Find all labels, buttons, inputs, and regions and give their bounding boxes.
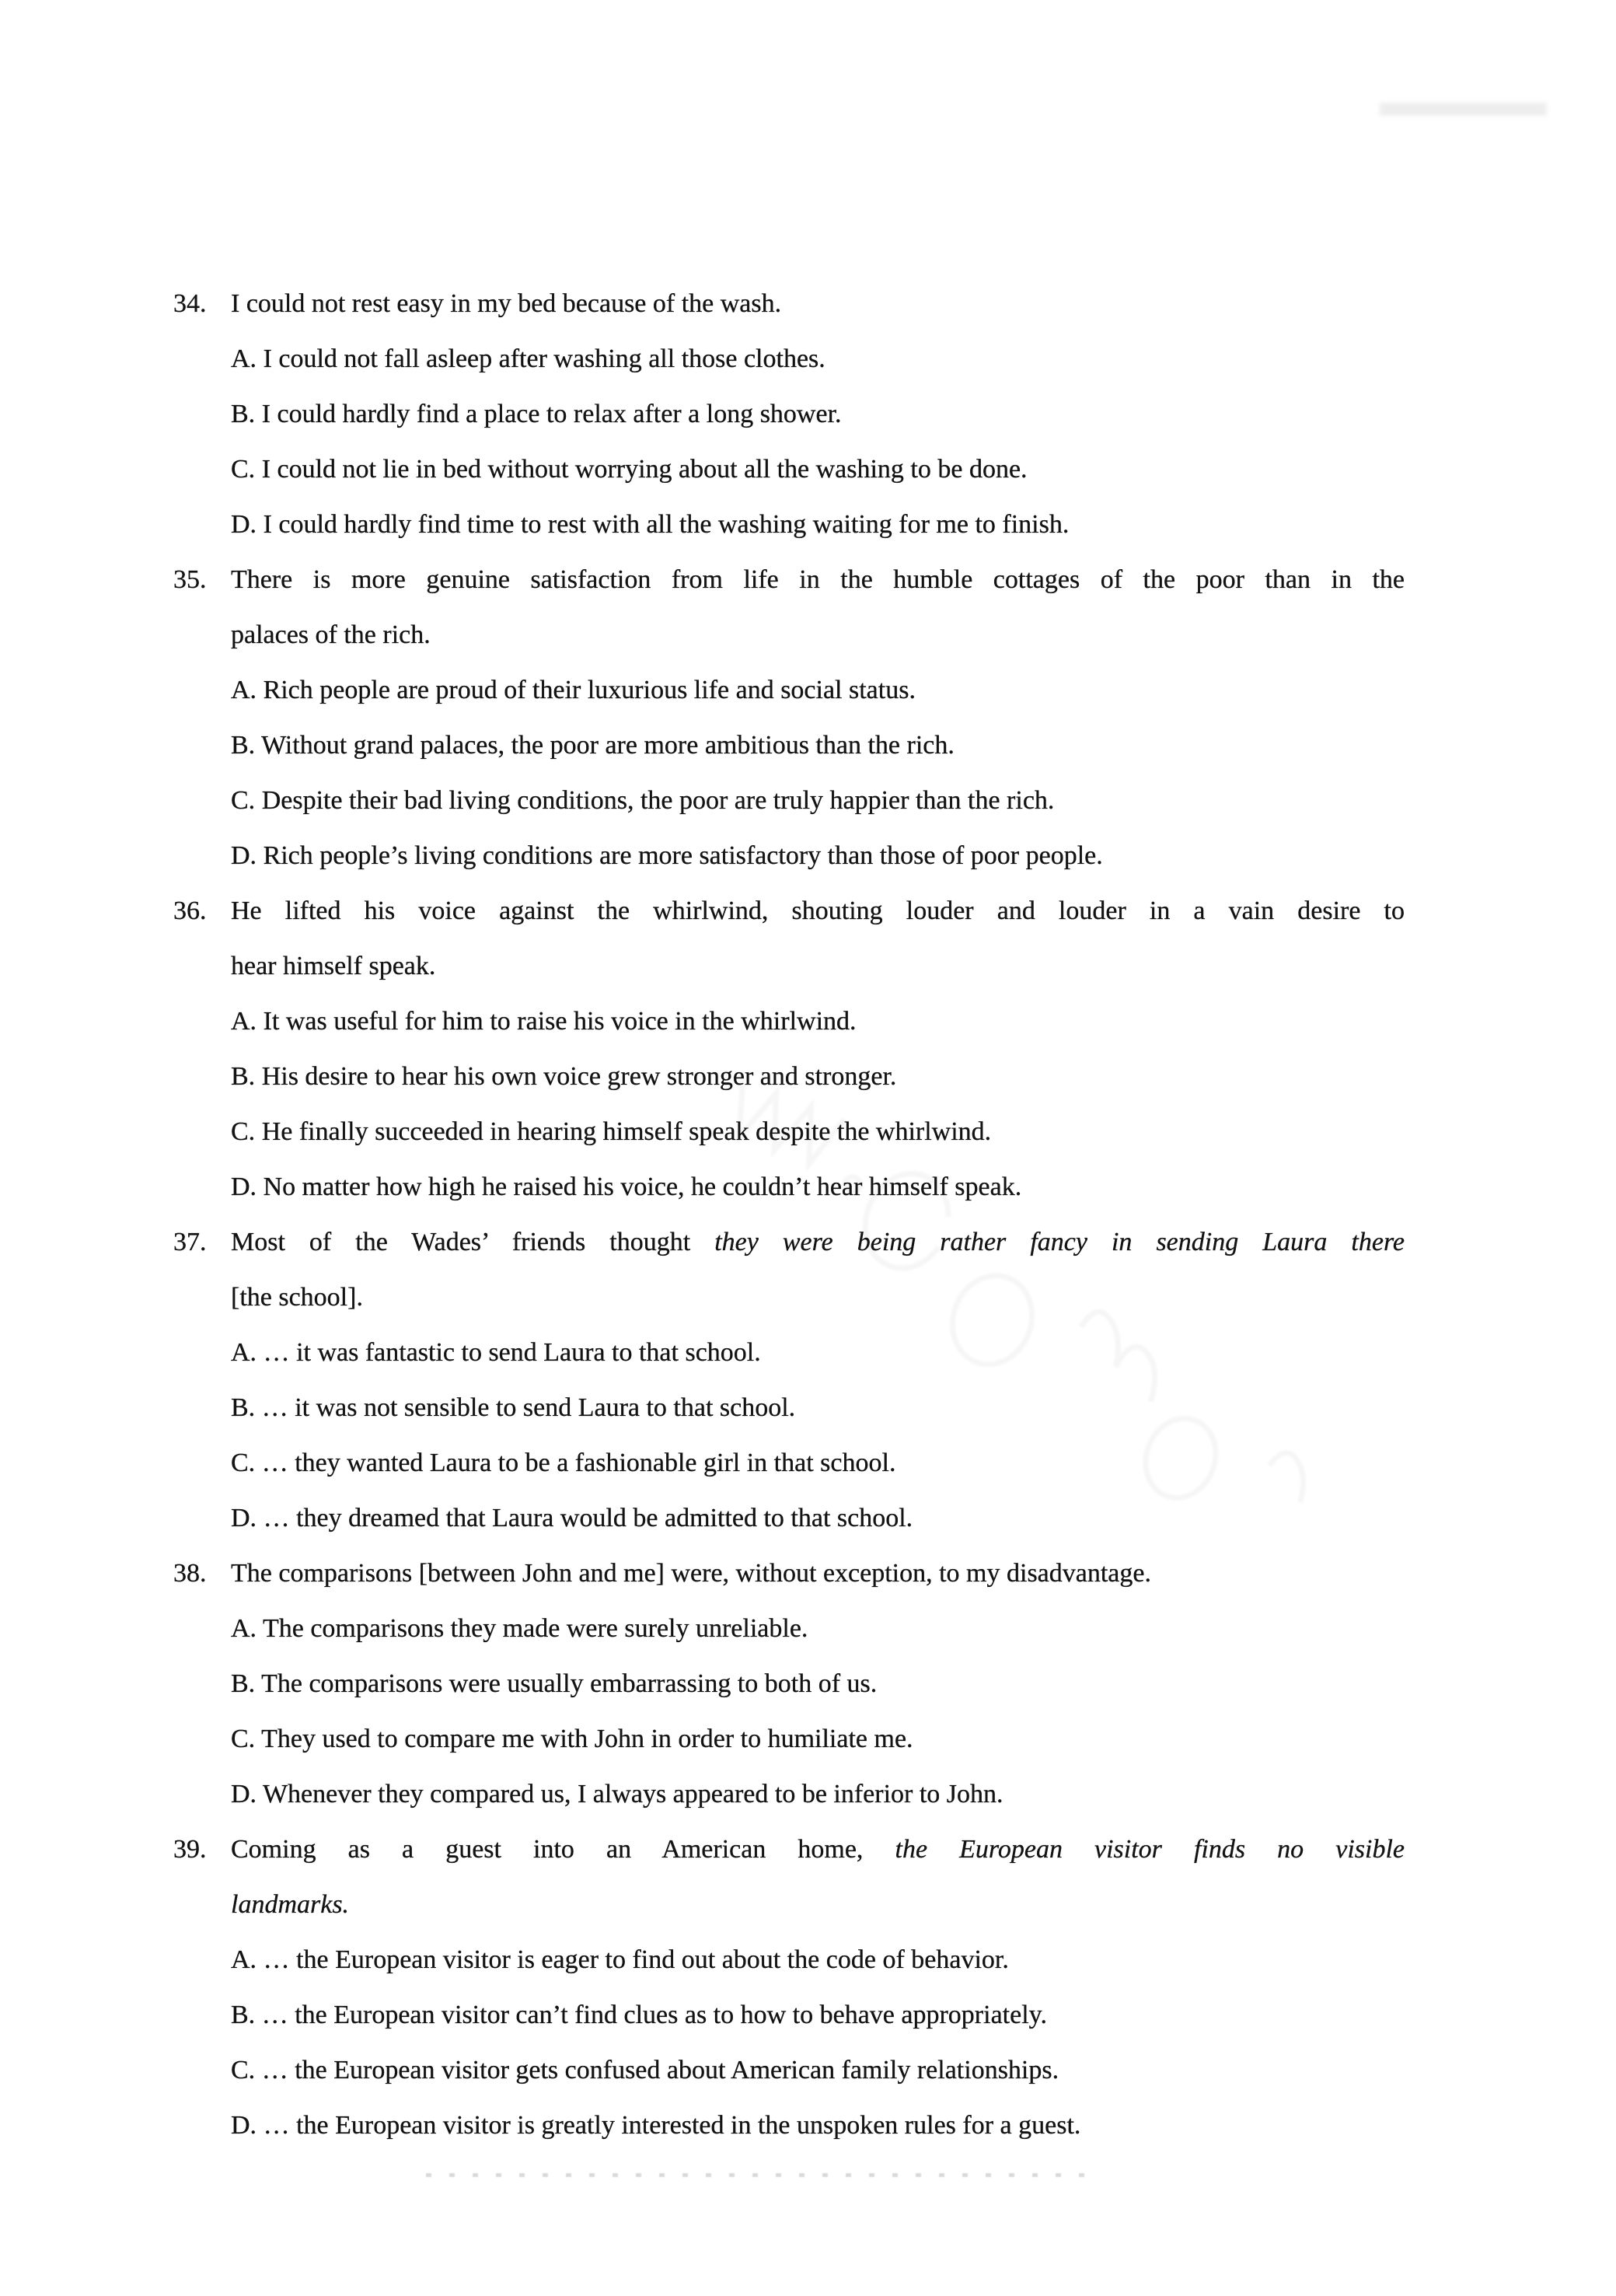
option-row-d [173,1490,1405,1546]
stem-text-italic: landmarks. [231,1890,350,1919]
option-row-c [173,773,1405,828]
question-34 [173,276,1405,552]
question-37 [173,1214,1405,1546]
option-row-a [173,1325,1405,1380]
option-label: C. [231,2056,256,2085]
option-text: Rich people’s living conditions are more satisfactory than those of poor people. [263,841,1103,870]
stem-text: The comparisons [between John and me] were, without exception, to my disadvantage. [231,1559,1151,1588]
question-36 [173,883,1405,1214]
option-label: D. [231,1780,257,1808]
option-label: A. [231,344,257,373]
question-number: 34. [173,289,207,318]
option-label: B. [231,2001,256,2029]
stem-text-italic: the European visitor finds no visible [895,1835,1405,1864]
option-label: A. [231,1614,257,1643]
stem-line-continued [173,938,1405,994]
option-label: C. [231,1449,256,1477]
option-text: It was useful for him to raise his voice in the whirlwind. [263,1007,857,1036]
option-label: D. [231,1172,257,1201]
option-label: C. [231,786,256,815]
option-text: … they wanted Laura to be a fashionable girl in that school. [261,1449,896,1477]
option-text: No matter how high he raised his voice, he couldn’t hear himself speak. [263,1172,1022,1201]
option-row-b [173,1656,1405,1711]
stem-line-continued [173,1270,1405,1325]
option-label: C. [231,1725,256,1753]
stem-line [173,1822,1405,1877]
option-text: … it was not sensible to send Laura to that school. [261,1393,796,1422]
option-label: D. [231,510,257,539]
option-text: Without grand palaces, the poor are more ambitious than the rich. [261,731,955,760]
option-text: He finally succeeded in hearing himself speak despite the whirlwind. [261,1117,992,1146]
option-label: A. [231,676,257,704]
stem-text: [the school]. [231,1283,363,1312]
option-text: … the European visitor is eager to find out about the code of behavior. [263,1945,1009,1974]
option-label: B. [231,1669,256,1698]
option-row-c [173,2043,1405,2098]
question-39 [173,1822,1405,2153]
option-label: B. [231,1393,256,1422]
stem-text-italic: they were being rather fancy in sending Laura there [714,1228,1405,1256]
option-row-a [173,331,1405,386]
question-number: 38. [173,1559,207,1588]
question-35 [173,552,1405,883]
option-text: Rich people are proud of their luxurious life and social status. [263,676,916,704]
question-38 [173,1546,1405,1822]
option-row-a [173,662,1405,718]
stem-text: He lifted his voice against the whirlwind, shouting louder and louder in a vain desire to [231,896,1405,925]
option-text: … it was fantastic to send Laura to that school. [263,1338,761,1367]
option-label: D. [231,2111,257,2140]
option-label: A. [231,1945,257,1974]
option-row-c [173,442,1405,497]
option-label: D. [231,1504,257,1532]
stem-text: hear himself speak. [231,952,436,980]
question-number: 35. [173,565,207,594]
stem-text: Most of the Wades’ friends thought [231,1228,691,1256]
option-text: I could not lie in bed without worrying about all the washing to be done. [261,455,1028,484]
stem-line [173,1546,1405,1601]
option-label: A. [231,1007,257,1036]
option-row-c [173,1104,1405,1159]
scan-smudge-top-right [1380,103,1547,116]
question-number: 36. [173,896,207,925]
stem-line [173,1214,1405,1270]
stem-text: There is more genuine satisfaction from life in the humble cottages of the poor than in the [231,565,1405,594]
option-row-b [173,386,1405,442]
option-text: I could hardly find a place to relax after a long shower. [261,400,842,428]
option-text: … the European visitor is greatly interested in the unspoken rules for a guest. [263,2111,1081,2140]
question-list [173,276,1405,2153]
stem-line [173,552,1405,607]
option-text: … the European visitor can’t find clues as to how to behave appropriately. [261,2001,1047,2029]
stem-text: I could not rest easy in my bed because of the wash. [231,289,782,318]
option-row-d [173,828,1405,883]
option-text: Despite their bad living conditions, the poor are truly happier than the rich. [261,786,1055,815]
option-row-d [173,1159,1405,1214]
option-label: A. [231,1338,257,1367]
option-text: The comparisons were usually embarrassing to both of us. [261,1669,878,1698]
option-text: … the European visitor gets confused about American family relationships. [261,2056,1059,2085]
stem-text: palaces of the rich. [231,620,431,649]
scan-smudge-bottom [426,2173,1094,2177]
stem-line [173,883,1405,938]
option-text: … they dreamed that Laura would be admitted to that school. [263,1504,913,1532]
option-text: His desire to hear his own voice grew stronger and stronger. [261,1062,897,1091]
option-row-b [173,718,1405,773]
stem-line-continued [173,607,1405,662]
option-text: I could hardly find time to rest with all the washing waiting for me to finish. [263,510,1070,539]
option-text: Whenever they compared us, I always appeared to be inferior to John. [262,1780,1003,1808]
option-label: D. [231,841,257,870]
question-number: 37. [173,1228,207,1256]
option-row-c [173,1435,1405,1490]
option-label: B. [231,1062,256,1091]
option-row-c [173,1711,1405,1767]
stem-line [173,276,1405,331]
stem-line-continued [173,1877,1405,1932]
option-row-b [173,1987,1405,2043]
stem-text: Coming as a guest into an American home, [231,1835,864,1864]
option-text: I could not fall asleep after washing all those clothes. [263,344,825,373]
option-row-d [173,2098,1405,2153]
option-row-a [173,994,1405,1049]
question-number: 39. [173,1835,207,1864]
option-text: The comparisons they made were surely unreliable. [262,1614,808,1643]
option-row-d [173,1767,1405,1822]
option-label: C. [231,1117,256,1146]
option-label: B. [231,400,256,428]
option-row-a [173,1601,1405,1656]
option-label: C. [231,455,256,484]
option-row-b [173,1049,1405,1104]
option-label: B. [231,731,256,760]
option-row-d [173,497,1405,552]
option-row-a [173,1932,1405,1987]
option-row-b [173,1380,1405,1435]
option-text: They used to compare me with John in order to humiliate me. [261,1725,913,1753]
